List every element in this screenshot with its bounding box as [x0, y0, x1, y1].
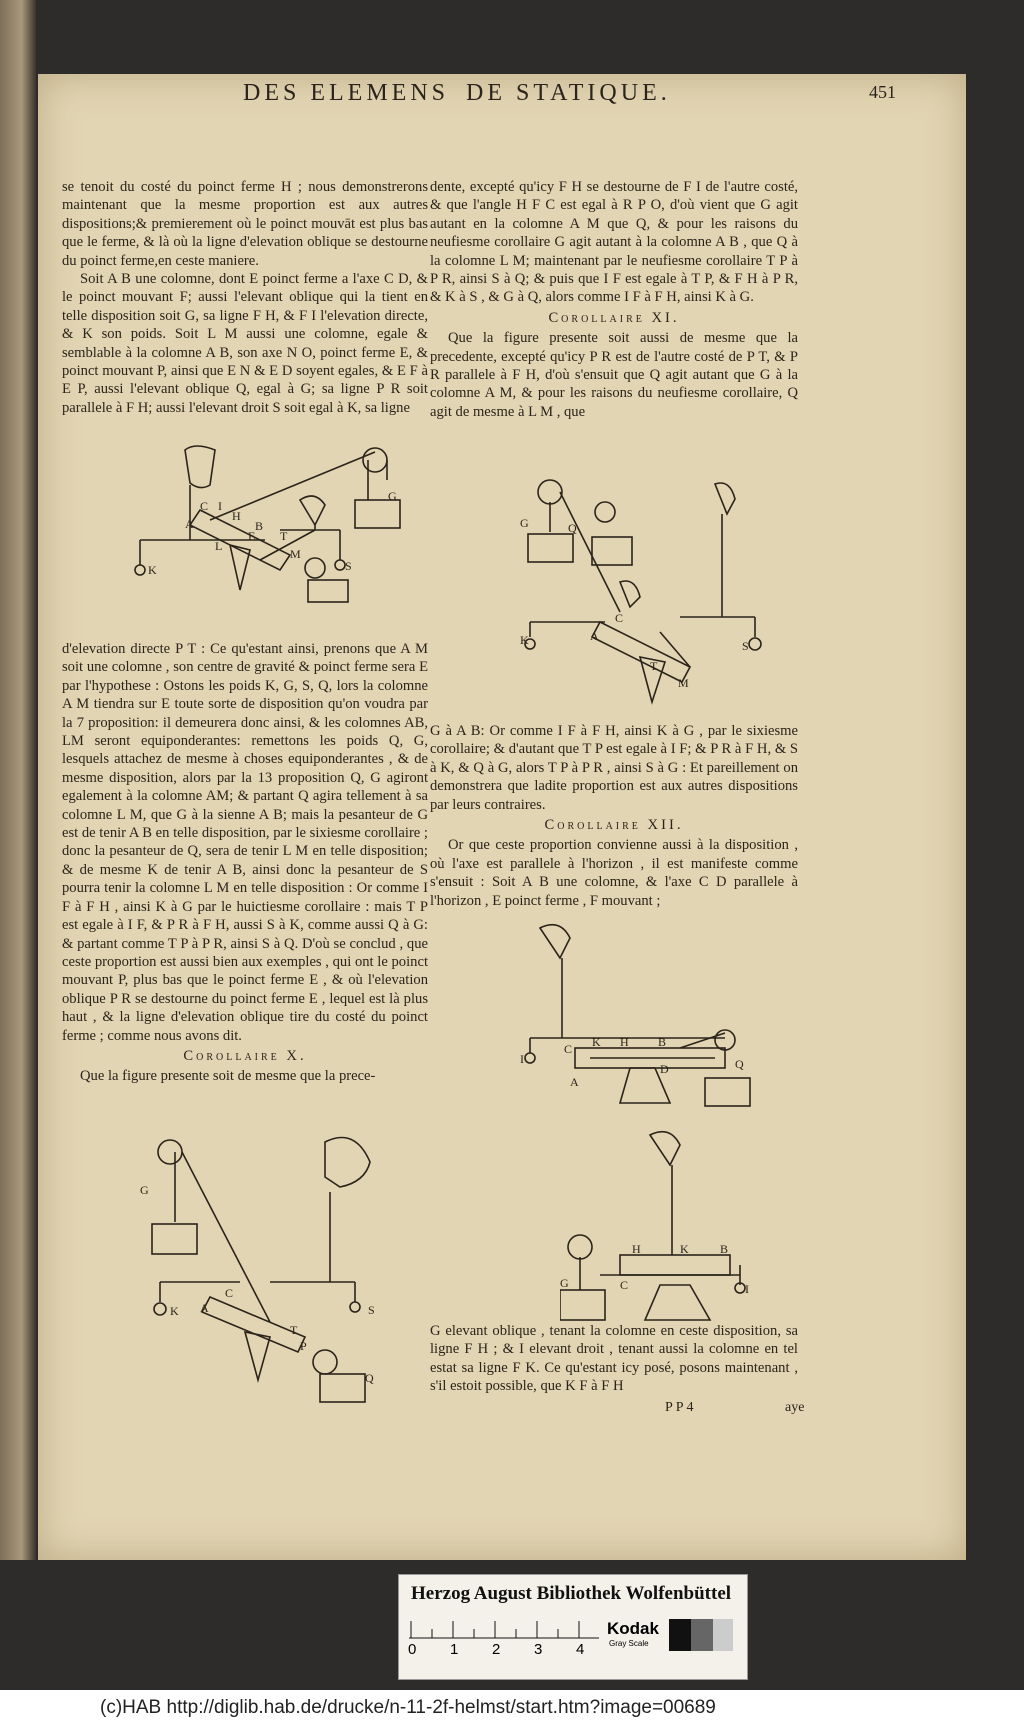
svg-text:K: K — [680, 1242, 689, 1256]
svg-text:D: D — [660, 1062, 669, 1076]
credit-link[interactable]: (c)HAB http://diglib.hab.de/drucke/n-11-2f-helmst/start.htm?image=00689 — [100, 1697, 716, 1718]
svg-text:K: K — [592, 1035, 601, 1049]
svg-text:G: G — [140, 1183, 149, 1197]
svg-text:H: H — [632, 1242, 641, 1256]
svg-text:C: C — [200, 499, 209, 513]
right-column-middle — [430, 722, 798, 910]
svg-text:Q: Q — [365, 1371, 374, 1385]
figure-left-1 — [130, 440, 420, 630]
right-column-top — [430, 178, 798, 421]
svg-text:T: T — [280, 529, 288, 543]
catchword: aye — [785, 1400, 805, 1415]
svg-text:C: C — [564, 1042, 573, 1056]
left-paragraph-3: d'elevation directe P T : Ce qu'estant ainsi, prenons que A M soit une colomne , son centre de gravité & poinct ferme sera E par l'hypothese : Ostons les poids K, G, S, Q, lors la colomne A M tiendra sur E toute sorte de disposition qu'on voudra par la 7 proposition: il demeurera donc ainsi, & les colomnes AB, LM seront equiponderantes: remettons les poids Q, G, lesquels attachez de mesme à choses equiponderantes , & de mesme disposition, alors par la 13 proposition Q, G agiront egalement à la colomne AM; & partant Q agira tellement à sa colomne L M, que G à la sienne A B; mais la pesanteur de G est de tenir A B en telle disposition, par le sixiesme corollaire ; donc la pesanteur de Q, sera de tenir L M en telle disposition; & de mesme K de tenir A B, ainsi donc la pesanteur de S pourra tenir la colomne L M en telle disposition : Or comme I F à F H , ainsi K à G par le huictiesme corollaire : mais T P est egale à I F, & P R à F H, aussi S à K, comme aussi Q à G: & partant comme T P à P R, ainsi S à Q. D'où se conclud , que ceste proportion est aussi bien aux exemples , qui ont le poinct mouvant P, plus bas que le poinct ferme E , & où l'elevation oblique P R se destourne du poinct ferme E , lequel est là plus haut , & la ligne d'elevation oblique tire du costé du poinct ferme ; comme nous avons dit. — [62, 641, 428, 1044]
svg-text:C: C — [615, 611, 624, 625]
svg-text:B: B — [720, 1242, 729, 1256]
heading-corollaire-xii: Corollaire XII. — [544, 817, 684, 834]
svg-text:B: B — [658, 1035, 667, 1049]
scale-tick-4: 4 — [576, 1641, 585, 1658]
right-paragraph-3: G à A B: Or comme I F à F H, ainsi K à G , par le sixiesme corollaire; & d'autant que T P est egale à I F; & P R à F H, & S à K, & Q à G, alors T P à P R , ainsi S à G : Et pareillement on demonstrera que ladite proportion est aux autres dispositions par leurs contraires. — [430, 723, 798, 813]
scale-tick-1: 1 — [450, 1641, 459, 1658]
ruler-icon — [409, 1617, 599, 1639]
library-name: Herzog August Bibliothek Wolfenbüttel — [411, 1583, 732, 1604]
heading-corollaire-x: Corollaire X. — [183, 1047, 307, 1064]
svg-text:I: I — [520, 1052, 524, 1066]
svg-text:L: L — [215, 539, 223, 553]
svg-text:G: G — [520, 516, 529, 530]
svg-text:S: S — [345, 559, 352, 573]
left-paragraph-1: se tenoit du costé du poinct ferme H ; nous demonstrerons maintenant que la mesme proportion est aux autres dispositions;& premierement où le poinct mouvāt est plus bas que le ferme, & là où la ligne d'elevation oblique se destourne du poinct ferme,en ceste maniere. — [62, 179, 428, 269]
gray-scale-label: Gray Scale — [609, 1639, 649, 1648]
figure-left-2 — [140, 1132, 420, 1412]
svg-text:K: K — [520, 633, 529, 647]
svg-text:B: B — [255, 519, 264, 533]
svg-text:H: H — [620, 1035, 629, 1049]
right-paragraph-1: dente, excepté qu'icy F H se destourne de F I de l'autre costé, & que l'angle H F C est egal à R P O, d'où vient que G agit autant en la colomne A M que Q, & pour les raisons du neufiesme corollaire G agit autant à la colomne A B , que Q à la colomne L M; maintenant par le neufiesme corollaire T P à P R, ainsi S à Q; & puis que I F est egale à T P, & F H à P R, & K à S , & G à Q, alors comme I F à F H, ainsi K à G. — [430, 179, 798, 306]
left-page-edge — [0, 0, 36, 1560]
left-column-middle — [62, 640, 428, 1086]
fig1-label-K: K — [148, 563, 157, 577]
figure-right-2 — [520, 918, 760, 1128]
running-header-left: DES ELEMENS — [243, 80, 449, 106]
svg-text:C: C — [620, 1278, 629, 1292]
svg-text:A: A — [185, 517, 194, 531]
left-paragraph-4: Que la figure presente soit de mesme que la prece- — [80, 1068, 376, 1085]
scale-tick-0: 0 — [408, 1641, 417, 1658]
svg-text:S: S — [742, 639, 749, 653]
scale-tick-2: 2 — [492, 1641, 501, 1658]
page-number: 451 — [869, 82, 896, 102]
svg-text:S: S — [368, 1303, 375, 1317]
svg-text:A: A — [570, 1075, 579, 1089]
right-paragraph-2: Que la figure presente soit aussi de mesme que la precedente, excepté qu'icy P R est de l'autre costé de P T, & P R parallele à F H, d'où s'ensuit que Q agit autant que G à la colomne A M, & pour les raisons du neufiesme corollaire, Q agit de mesme à L M , que — [430, 330, 798, 420]
svg-text:I: I — [218, 499, 222, 513]
left-column-top — [62, 178, 428, 417]
figure-right-3 — [560, 1125, 780, 1325]
svg-text:C: C — [225, 1286, 234, 1300]
svg-text:Q: Q — [568, 521, 577, 535]
svg-text:H: H — [232, 509, 241, 523]
svg-text:Q: Q — [735, 1057, 744, 1071]
right-column-bottom — [430, 1322, 798, 1396]
left-paragraph-2: Soit A B une colomne, dont E poinct ferme a l'axe C D, & le poinct mouvant F; aussi l'elevant oblique qui la tient en telle disposition soit G, sa ligne F H, & F I l'elevation directe, & K son poids. Soit L M aussi une colomne, egale & semblable à la colomne A B, son axe N O, poinct ferme E, & poinct mouvant P, ainsi que E N & E D soyent egales, & E F à E P, aussi l'elevant oblique Q, egal à G; sa ligne P R soit parallele à F H; aussi l'elevant droit S soit egal à K, sa ligne — [62, 271, 428, 416]
svg-text:A: A — [590, 629, 599, 643]
svg-text:A: A — [200, 1301, 209, 1315]
svg-text:M: M — [678, 676, 689, 690]
right-paragraph-4: Or que ceste proportion convienne aussi à la disposition , où l'axe est parallele à l'horizon , il est manifeste comme s'ensuit : Soit A B une colomne, & l'axe C D parallele à l'horizon , E poinct ferme , F mouvant ; — [430, 837, 798, 909]
scale-tick-3: 3 — [534, 1641, 543, 1658]
svg-text:P: P — [300, 1339, 307, 1353]
kodak-logo: Kodak — [607, 1619, 659, 1638]
heading-corollaire-xi: Corollaire XI. — [548, 309, 680, 326]
right-paragraph-5: G elevant oblique , tenant la colomne en ceste disposition, sa ligne F H ; & I elevant droit , tenant aussi la colomne en tel estat sa ligne F K. Ce qu'estant icy posé, posons maintenant , s'il estoit possible, que K F à F H — [430, 1323, 798, 1395]
svg-text:M: M — [290, 547, 301, 561]
figure-right-1 — [520, 472, 780, 712]
svg-text:T: T — [650, 659, 658, 673]
svg-text:E: E — [248, 529, 256, 543]
svg-text:G: G — [388, 489, 397, 503]
svg-text:G: G — [560, 1276, 569, 1290]
signature-mark: P P 4 — [665, 1400, 694, 1415]
svg-text:I: I — [745, 1282, 749, 1296]
running-header-right: DE STATIQUE. — [466, 80, 671, 106]
svg-text:T: T — [290, 1323, 298, 1337]
gray-swatch-icon — [669, 1619, 733, 1651]
svg-text:K: K — [170, 1304, 179, 1318]
kodak-scale-card — [398, 1574, 748, 1680]
